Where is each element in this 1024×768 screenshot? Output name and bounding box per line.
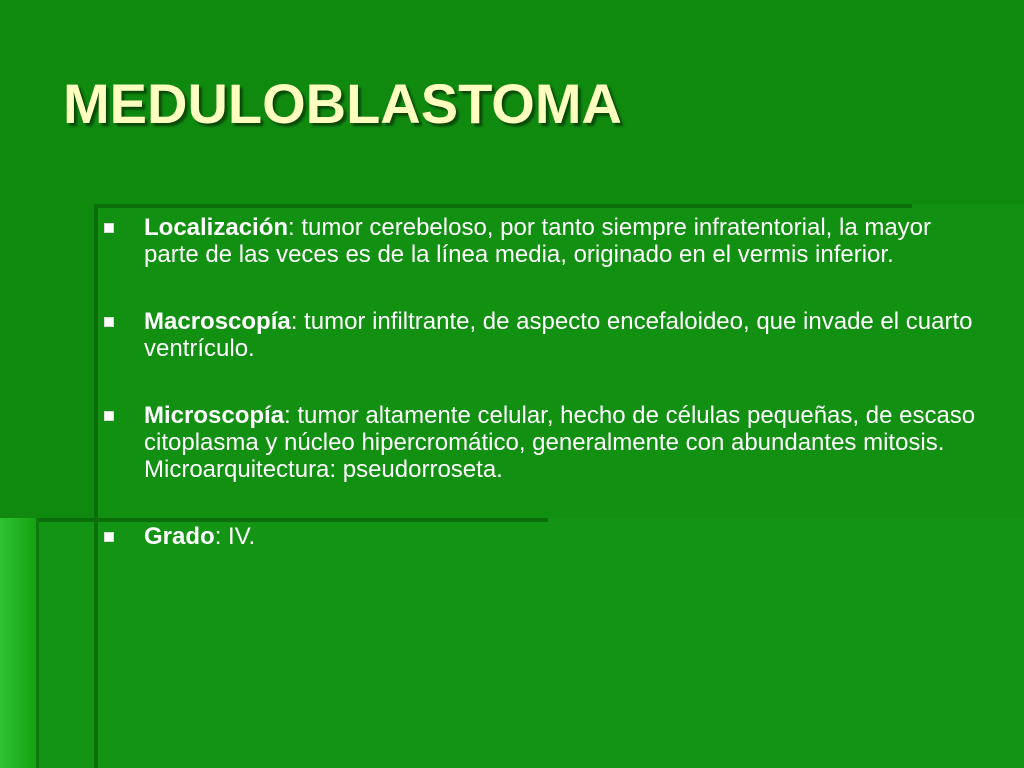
bullet-term: Macroscopía: [144, 308, 291, 335]
bullet-item-grado: [104, 523, 984, 550]
square-bullet-icon: [104, 223, 114, 233]
bullet-text: : tumor altamente celular, hecho de células pequeñas, de escaso citoplasma y núcleo hipercromático, generalmente con abundantes mitosis. Microarquitectura: pseudorroseta.: [144, 402, 976, 483]
slide-title: MEDULOBLASTOMA: [63, 72, 622, 135]
bullet-term: Microscopía: [144, 402, 285, 429]
bullet-text: : IV.: [214, 523, 256, 550]
decorative-band-left: [0, 518, 38, 768]
bullet-term: Grado: [144, 523, 215, 550]
decorative-line: [94, 204, 98, 768]
bullet-list: [104, 214, 984, 590]
bullet-text: : tumor cerebeloso, por tanto siempre infratentorial, la mayor parte de las veces es de la línea media, originado en el vermis inferior.: [144, 214, 932, 268]
square-bullet-icon: [104, 317, 114, 327]
bullet-item-localizacion: [104, 214, 984, 268]
bullet-item-microscopia: [104, 402, 984, 483]
square-bullet-icon: [104, 532, 114, 542]
decorative-line: [36, 518, 39, 768]
bullet-term: Localización: [144, 214, 289, 241]
square-bullet-icon: [104, 411, 114, 421]
bullet-text: : tumor infiltrante, de aspecto encefaloideo, que invade el cuarto ventrículo.: [144, 308, 973, 362]
bullet-item-macroscopia: [104, 308, 984, 362]
decorative-line: [96, 204, 912, 208]
